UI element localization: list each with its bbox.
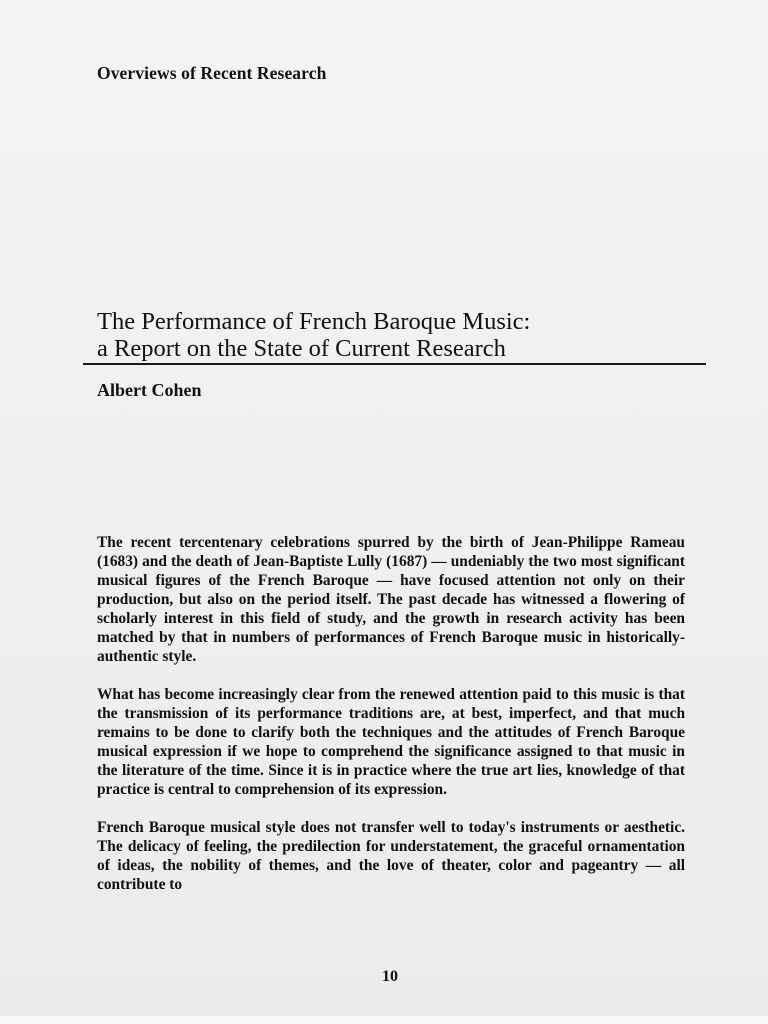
article-title: [97, 308, 697, 362]
section-label: Overviews of Recent Research: [97, 63, 327, 83]
body-paragraph-3: French Baroque musical style does not transfer well to today's instruments or aesthetic. The delicacy of feeling, the predilection for understatement, the graceful ornamentation of ideas, the nobility of themes, and the love of theater, color and pageantry — all contribute to: [97, 819, 685, 893]
body-paragraph-2: What has become increasingly clear from the renewed attention paid to this music is that the transmission of its performance traditions are, at best, imperfect, and that much remains to be done to clarify both the techniques and the attitudes of French Baroque musical expression if we hope to comprehend the significance assigned to that music in the literature of the time. Since it is in practice where the true art lies, knowledge of that practice is central to comprehension of its expression.: [97, 686, 685, 798]
article-body: [97, 533, 685, 913]
author-name: Albert Cohen: [97, 380, 202, 400]
article-title-line-1: The Performance of French Baroque Music:: [97, 308, 531, 335]
article-title-line-2: a Report on the State of Current Research: [97, 335, 506, 362]
body-paragraph-1: The recent tercentenary celebrations spurred by the birth of Jean-Philippe Rameau (1683) and the death of Jean-Baptiste Lully (1687) — undeniably the two most significant musical figures of the French Baroque — have focused attention not only on their production, but also on the period itself. The past decade has witnessed a flowering of scholarly interest in this field of study, and the growth in research activity has been matched by that in numbers of performances of French Baroque music in historically-authentic style.: [97, 534, 685, 665]
page-number: 10: [382, 968, 398, 985]
title-divider: [83, 363, 706, 365]
